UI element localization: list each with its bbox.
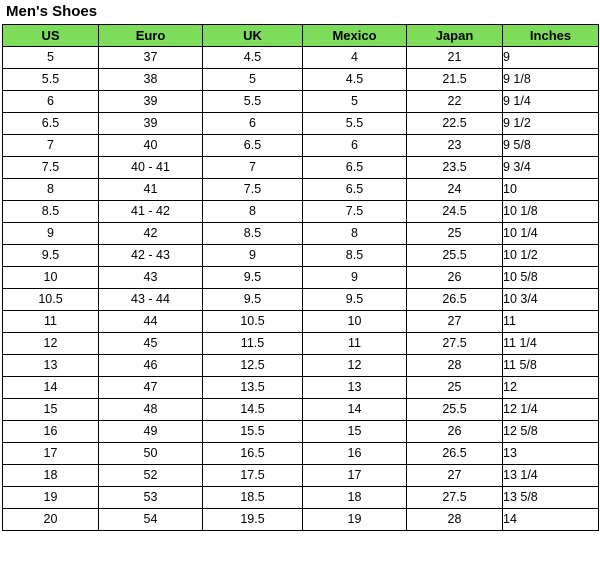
table-cell: 9 1/8 [503,69,599,91]
table-cell: 6 [303,135,407,157]
table-cell: 21.5 [407,69,503,91]
table-cell: 6.5 [3,113,99,135]
table-row [3,157,599,179]
table-cell: 6.5 [303,179,407,201]
table-cell: 11 [3,311,99,333]
table-cell: 18 [3,465,99,487]
table-cell: 5 [303,91,407,113]
table-cell: 12 1/4 [503,399,599,421]
table-row [3,377,599,399]
table-cell: 45 [99,333,203,355]
table-row [3,355,599,377]
table-cell: 17 [303,465,407,487]
table-cell: 52 [99,465,203,487]
table-cell: 7 [203,157,303,179]
table-row [3,69,599,91]
table-cell: 48 [99,399,203,421]
table-body [3,47,599,531]
page-title: Men's Shoes [6,3,98,20]
table-cell: 17.5 [203,465,303,487]
table-cell: 41 [99,179,203,201]
table-cell: 16 [3,421,99,443]
table-cell: 13 [503,443,599,465]
table-cell: 5.5 [303,113,407,135]
table-cell: 40 [99,135,203,157]
table-cell: 54 [99,509,203,531]
column-header-japan: Japan [407,25,503,47]
table-cell: 7.5 [303,201,407,223]
size-conversion-table [2,24,599,531]
table-cell: 19.5 [203,509,303,531]
table-cell: 9.5 [303,289,407,311]
table-cell: 8.5 [203,223,303,245]
table-cell: 12 5/8 [503,421,599,443]
table-cell: 9.5 [203,267,303,289]
table-row [3,179,599,201]
table-row [3,91,599,113]
table-cell: 14.5 [203,399,303,421]
table-cell: 25 [407,223,503,245]
table-cell: 26 [407,421,503,443]
table-cell: 5 [203,69,303,91]
column-header-mexico: Mexico [303,25,407,47]
table-cell: 5.5 [203,91,303,113]
table-cell: 8 [303,223,407,245]
table-cell: 15 [303,421,407,443]
table-cell: 10 [303,311,407,333]
column-header-uk: UK [203,25,303,47]
table-cell: 38 [99,69,203,91]
table-cell: 6.5 [303,157,407,179]
table-cell: 26 [407,267,503,289]
table-cell: 12 [3,333,99,355]
table-cell: 43 [99,267,203,289]
table-cell: 19 [303,509,407,531]
table-cell: 11 5/8 [503,355,599,377]
table-cell: 23.5 [407,157,503,179]
table-cell: 46 [99,355,203,377]
table-row [3,113,599,135]
table-cell: 16.5 [203,443,303,465]
table-cell: 6.5 [203,135,303,157]
table-cell: 10 1/4 [503,223,599,245]
table-cell: 6 [203,113,303,135]
table-cell: 22.5 [407,113,503,135]
table-cell: 4.5 [203,47,303,69]
table-cell: 9 [3,223,99,245]
table-cell: 9 [203,245,303,267]
table-cell: 23 [407,135,503,157]
table-cell: 9 [503,47,599,69]
table-cell: 25.5 [407,399,503,421]
table-cell: 10 1/8 [503,201,599,223]
table-cell: 11 [503,311,599,333]
table-cell: 28 [407,355,503,377]
table-cell: 10.5 [203,311,303,333]
table-cell: 43 - 44 [99,289,203,311]
table-cell: 13.5 [203,377,303,399]
table-cell: 8 [3,179,99,201]
table-cell: 9.5 [203,289,303,311]
table-cell: 12 [503,377,599,399]
table-cell: 17 [3,443,99,465]
table-cell: 10 1/2 [503,245,599,267]
table-cell: 9 [303,267,407,289]
table-cell: 12 [303,355,407,377]
table-cell: 10 5/8 [503,267,599,289]
table-cell: 42 [99,223,203,245]
table-cell: 8.5 [303,245,407,267]
table-cell: 9 1/2 [503,113,599,135]
table-cell: 18.5 [203,487,303,509]
table-cell: 39 [99,91,203,113]
table-cell: 11.5 [203,333,303,355]
table-cell: 12.5 [203,355,303,377]
column-header-euro: Euro [99,25,203,47]
table-cell: 8.5 [3,201,99,223]
table-row [3,223,599,245]
table-cell: 24 [407,179,503,201]
table-cell: 13 [3,355,99,377]
table-cell: 25.5 [407,245,503,267]
table-row [3,487,599,509]
table-row [3,245,599,267]
table-cell: 7 [3,135,99,157]
table-cell: 7.5 [3,157,99,179]
table-cell: 53 [99,487,203,509]
table-cell: 37 [99,47,203,69]
table-row [3,421,599,443]
table-cell: 49 [99,421,203,443]
table-cell: 11 [303,333,407,355]
table-cell: 25 [407,377,503,399]
table-cell: 26.5 [407,443,503,465]
table-cell: 14 [3,377,99,399]
table-cell: 16 [303,443,407,465]
table-cell: 40 - 41 [99,157,203,179]
table-cell: 7.5 [203,179,303,201]
table-cell: 27 [407,465,503,487]
table-cell: 27.5 [407,487,503,509]
table-cell: 10.5 [3,289,99,311]
table-cell: 27 [407,311,503,333]
table-cell: 47 [99,377,203,399]
table-cell: 15.5 [203,421,303,443]
table-cell: 26.5 [407,289,503,311]
table-row [3,443,599,465]
table-cell: 9 5/8 [503,135,599,157]
table-cell: 4 [303,47,407,69]
table-cell: 18 [303,487,407,509]
table-cell: 5.5 [3,69,99,91]
table-cell: 14 [503,509,599,531]
table-cell: 24.5 [407,201,503,223]
table-cell: 10 [503,179,599,201]
table-cell: 13 [303,377,407,399]
table-cell: 6 [3,91,99,113]
column-header-inches: Inches [503,25,599,47]
table-cell: 42 - 43 [99,245,203,267]
table-cell: 13 1/4 [503,465,599,487]
table-cell: 15 [3,399,99,421]
table-row [3,47,599,69]
table-cell: 13 5/8 [503,487,599,509]
table-cell: 50 [99,443,203,465]
table-row [3,399,599,421]
table-row [3,509,599,531]
table-cell: 22 [407,91,503,113]
column-header-us: US [3,25,99,47]
table-cell: 14 [303,399,407,421]
table-cell: 44 [99,311,203,333]
table-cell: 8 [203,201,303,223]
table-cell: 4.5 [303,69,407,91]
table-row [3,289,599,311]
table-cell: 9 1/4 [503,91,599,113]
table-row [3,135,599,157]
table-cell: 41 - 42 [99,201,203,223]
table-row [3,201,599,223]
table-row [3,333,599,355]
table-cell: 27.5 [407,333,503,355]
table-cell: 20 [3,509,99,531]
table-cell: 10 3/4 [503,289,599,311]
table-cell: 9 3/4 [503,157,599,179]
table-cell: 10 [3,267,99,289]
table-cell: 11 1/4 [503,333,599,355]
table-cell: 21 [407,47,503,69]
table-cell: 5 [3,47,99,69]
table-header-row [3,25,599,47]
table-cell: 28 [407,509,503,531]
table-row [3,465,599,487]
table-cell: 39 [99,113,203,135]
table-cell: 19 [3,487,99,509]
table-cell: 9.5 [3,245,99,267]
table-row [3,267,599,289]
table-row [3,311,599,333]
